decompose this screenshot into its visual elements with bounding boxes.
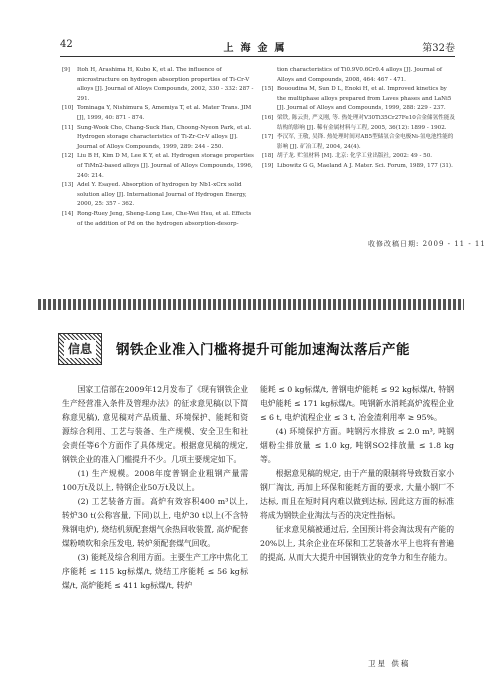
reference-item: [14] Rong-Ruey Jeng, Sheng-Long Lee, Che-Wei Hsu, et al. Effects of the addition of Pd on the hydrogen absorption-desorp- — [62, 210, 252, 227]
info-badge — [58, 333, 102, 365]
references-right — [262, 66, 456, 172]
article-title: 钢铁企业准入门槛将提升可能加速淘汰落后产能 — [116, 342, 410, 358]
paragraph: 国家工信部在2009年12月发布了《现有钢铁企业生产经营准入条件及管理办法》的征求意见稿(以下简称意见稿), 意见稿对产品质量、环境保护、能耗和资源综合利用、工艺与装备、生产规模、安全卫生和社会责任等6个方面作了具体规定。根据意见稿的规定, 钢铁企业的准入门槛提升不少。几项主要规定如下。 — [62, 385, 248, 464]
journal-title: 上海金属 — [223, 43, 292, 54]
references-left — [62, 66, 254, 229]
reference-item: [13] Adel Y. Esayed. Absorption of hydrogen by Nb1-xCrx solid solution alloy [J]. International Journal of Hydrogen Energy, 2000, 25: 357 - 362. — [62, 182, 247, 208]
paragraph: (4) 环境保护方面。吨钢污水排放 ≤ 2.0 m³, 吨钢烟粉尘排放量 ≤ 1.0 kg, 吨钢SO2排放量 ≤ 1.8 kg等。 — [260, 427, 454, 464]
reference-item: [16] 梁铁, 陈云贵, 严义刚, 等. 热处理对V30Ti35Cr27Fe10合金储氢性能及结构的影响 [J]. 稀有金属材料与工程, 2005, 36(12): 1899 - 1902. — [262, 114, 455, 131]
paragraph: 能耗 ≤ 0 kg标煤/t, 普钢电炉能耗 ≤ 92 kg标煤/t, 特钢电炉能耗 ≤ 171 kg标煤/t。吨钢新水消耗高炉流程企业 ≤ 6 t, 电炉流程企业 ≤ 3 t, 冶金渣利用率 ≥ 95%。 — [260, 385, 454, 422]
article-body-right — [260, 383, 454, 565]
reference-item: [11] Sung-Wook Cho, Chang-Suck Han, Choong-Nyeon Park, et al. Hydrogen storage characteristics of Ti-Zr-Cr-V alloys [J]. Journal of Alloys Compounds, 1999, 289: 244 - 250. — [62, 124, 252, 150]
author-credit: 卫星 供稿 — [368, 659, 411, 668]
header-rule — [60, 56, 455, 57]
reference-item: [10] Tominaga Y, Nishimura S, Amemiya T, et al. Mater Trans. JIM [J], 1999, 40: 871 - 874. — [62, 105, 252, 121]
volume-label: 第32卷 — [422, 43, 455, 54]
paragraph: (1) 生产规模。2008年度普钢企业粗钢产量需100万t及以上, 特钢企业50万t及以上。 — [62, 469, 248, 492]
paragraph: (2) 工艺装备方面。高炉有效容积400 m³以上, 转炉30 t(公称容量, 下同)以上, 电炉30 t以上(不含特殊钢电炉), 烧结机须配套烟气余热回收装置, 高炉配套煤粉喷吹和余压发电, 转炉须配套煤气回收。 — [62, 497, 248, 548]
reference-item: [12] Liu B H, Kim D M, Lee K Y, et al. Hydrogen storage properties of TiMn2-based alloys [J]. Journal of Alloys Compounds, 1996, 240: 214. — [62, 153, 254, 179]
paragraph: 征求意见稿被通过后, 全国预计将会淘汰现有产能的20%以上, 其余企业在环保和工艺装备水平上也将有普遍的提高, 从而大大提升中国钢铁业的竞争力和生存能力。 — [260, 525, 454, 562]
info-badge-label: 信息 — [64, 340, 96, 358]
reference-item: [19] Libowitz G G, Maeland A J. Mater. Sci. Forum, 1989, 177 (31). — [262, 162, 453, 169]
page-header — [60, 39, 455, 55]
article-body-left — [62, 383, 248, 593]
paragraph: 根据意见稿的规定, 由于产量的限制将导致数百家小钢厂淘汰, 再加上环保和能耗方面的要求, 大量小钢厂不达标, 而且在短时间内难以做到达标, 因此这方面的标准将成为钢铁企业淘汰与否的决定性指标。 — [260, 469, 454, 520]
page-number: 42 — [60, 39, 73, 50]
reference-item: [17] 李汉军, 王敬, 吴锋. 热处理时间对AB5型储氢合金电极Ni-氢电池性能的影响 [J]. 矿冶工程, 2004, 24(4). — [262, 134, 454, 150]
received-date: 收修改稿日期: 2009 - 11 - 11 — [368, 240, 486, 248]
paragraph: (3) 能耗及综合利用方面。主要生产工序中焦化工序能耗 ≤ 115 kg标煤/t, 烧结工序能耗 ≤ 56 kg标煤/t, 高炉能耗 ≤ 411 kg标煤/t, 转炉 — [62, 553, 248, 590]
reference-item: [15] Bououdina M, Sun D L, Enoki H, et al. Improved kinetics by the multiphase alloys prepared from Laves phases and LaNi5 [J]. Journal of Alloys and Compounds, 1999, 288: 229 - 237. — [262, 86, 452, 112]
reference-item: tion characteristics of Ti0.9V0.6Cr0.4 alloys [J]. Journal of Alloys and Compounds, 2008, 464: 467 - 471. — [277, 67, 442, 83]
reference-item: [18] 胡子龙. 贮氢材料 [M]. 北京: 化学工业出版社, 2002: 49 - 50. — [262, 153, 433, 160]
section-divider — [38, 299, 464, 310]
reference-item: [9] Itoh H, Arashima H, Kubo K, et al. The influence of microstructure on hydrogen absorption properties of Ti-Cr-V alloys [J]. Journal of Alloys Compounds, 2002, 330 - 332: 287 - 291. — [62, 67, 254, 102]
